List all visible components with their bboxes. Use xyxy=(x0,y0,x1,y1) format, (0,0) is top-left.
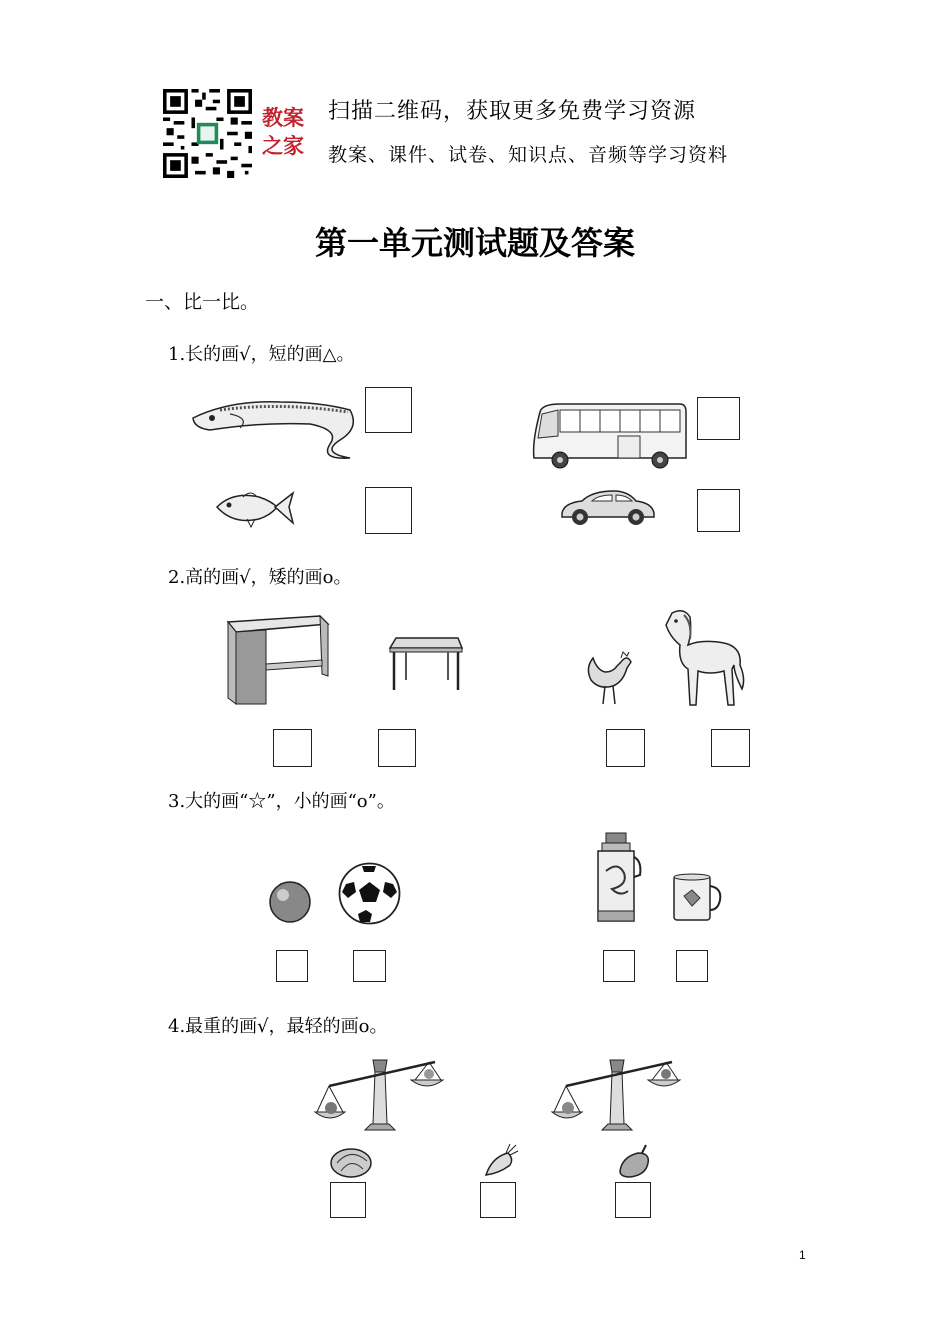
soccer-ball-icon xyxy=(338,862,401,925)
rooster-icon xyxy=(583,652,635,708)
answer-box-4-2[interactable] xyxy=(480,1182,516,1218)
answer-box-2-1[interactable] xyxy=(273,729,312,767)
car-icon xyxy=(558,487,656,527)
question-3-label: 3.大的画“☆”，小的画“o”。 xyxy=(168,791,395,812)
question-2-label: 2.高的画√，矮的画o。 xyxy=(168,567,352,588)
bus-icon xyxy=(530,402,688,470)
answer-box-4-1[interactable] xyxy=(330,1182,366,1218)
brand-line-1: 教案 xyxy=(262,105,304,130)
answer-box-1-1[interactable] xyxy=(365,387,412,433)
question-1-label: 1.长的画√，短的画△。 xyxy=(168,344,355,365)
answer-box-2-4[interactable] xyxy=(711,729,750,767)
answer-box-3-4[interactable] xyxy=(676,950,708,982)
promo-line-2: 教案、课件、试卷、知识点、音频等学习资料 xyxy=(328,144,729,166)
question-4-label: 4.最重的画√，最轻的画o。 xyxy=(168,1016,388,1037)
section-heading: 一、比一比。 xyxy=(145,291,260,313)
mug-icon xyxy=(670,872,723,922)
tall-desk-icon xyxy=(224,614,332,706)
qr-code-icon xyxy=(163,89,252,178)
small-fish-icon xyxy=(213,487,295,529)
thermos-icon xyxy=(594,831,642,925)
small-ball-icon xyxy=(268,880,312,924)
answer-box-2-3[interactable] xyxy=(606,729,645,767)
radish-icon xyxy=(480,1143,520,1179)
answer-box-3-2[interactable] xyxy=(353,950,386,982)
ribbonfish-icon xyxy=(190,388,365,463)
answer-box-4-3[interactable] xyxy=(615,1182,651,1218)
answer-box-1-4[interactable] xyxy=(697,489,740,532)
cabbage-icon xyxy=(327,1143,375,1179)
brand-logo xyxy=(262,104,320,160)
answer-box-1-3[interactable] xyxy=(365,487,412,534)
balance-scale-2-icon xyxy=(548,1050,682,1132)
answer-box-3-3[interactable] xyxy=(603,950,635,982)
balance-scale-1-icon xyxy=(311,1050,445,1132)
eggplant-icon xyxy=(616,1143,654,1179)
promo-line-1: 扫描二维码，获取更多免费学习资源 xyxy=(328,99,697,124)
page-number: 1 xyxy=(799,1248,806,1262)
answer-box-3-1[interactable] xyxy=(276,950,308,982)
horse-icon xyxy=(662,609,748,709)
short-table-icon xyxy=(386,636,464,692)
brand-line-2: 之家 xyxy=(262,133,304,158)
page-title: 第一单元测试题及答案 xyxy=(314,224,635,262)
answer-box-2-2[interactable] xyxy=(378,729,416,767)
answer-box-1-2[interactable] xyxy=(697,397,740,440)
